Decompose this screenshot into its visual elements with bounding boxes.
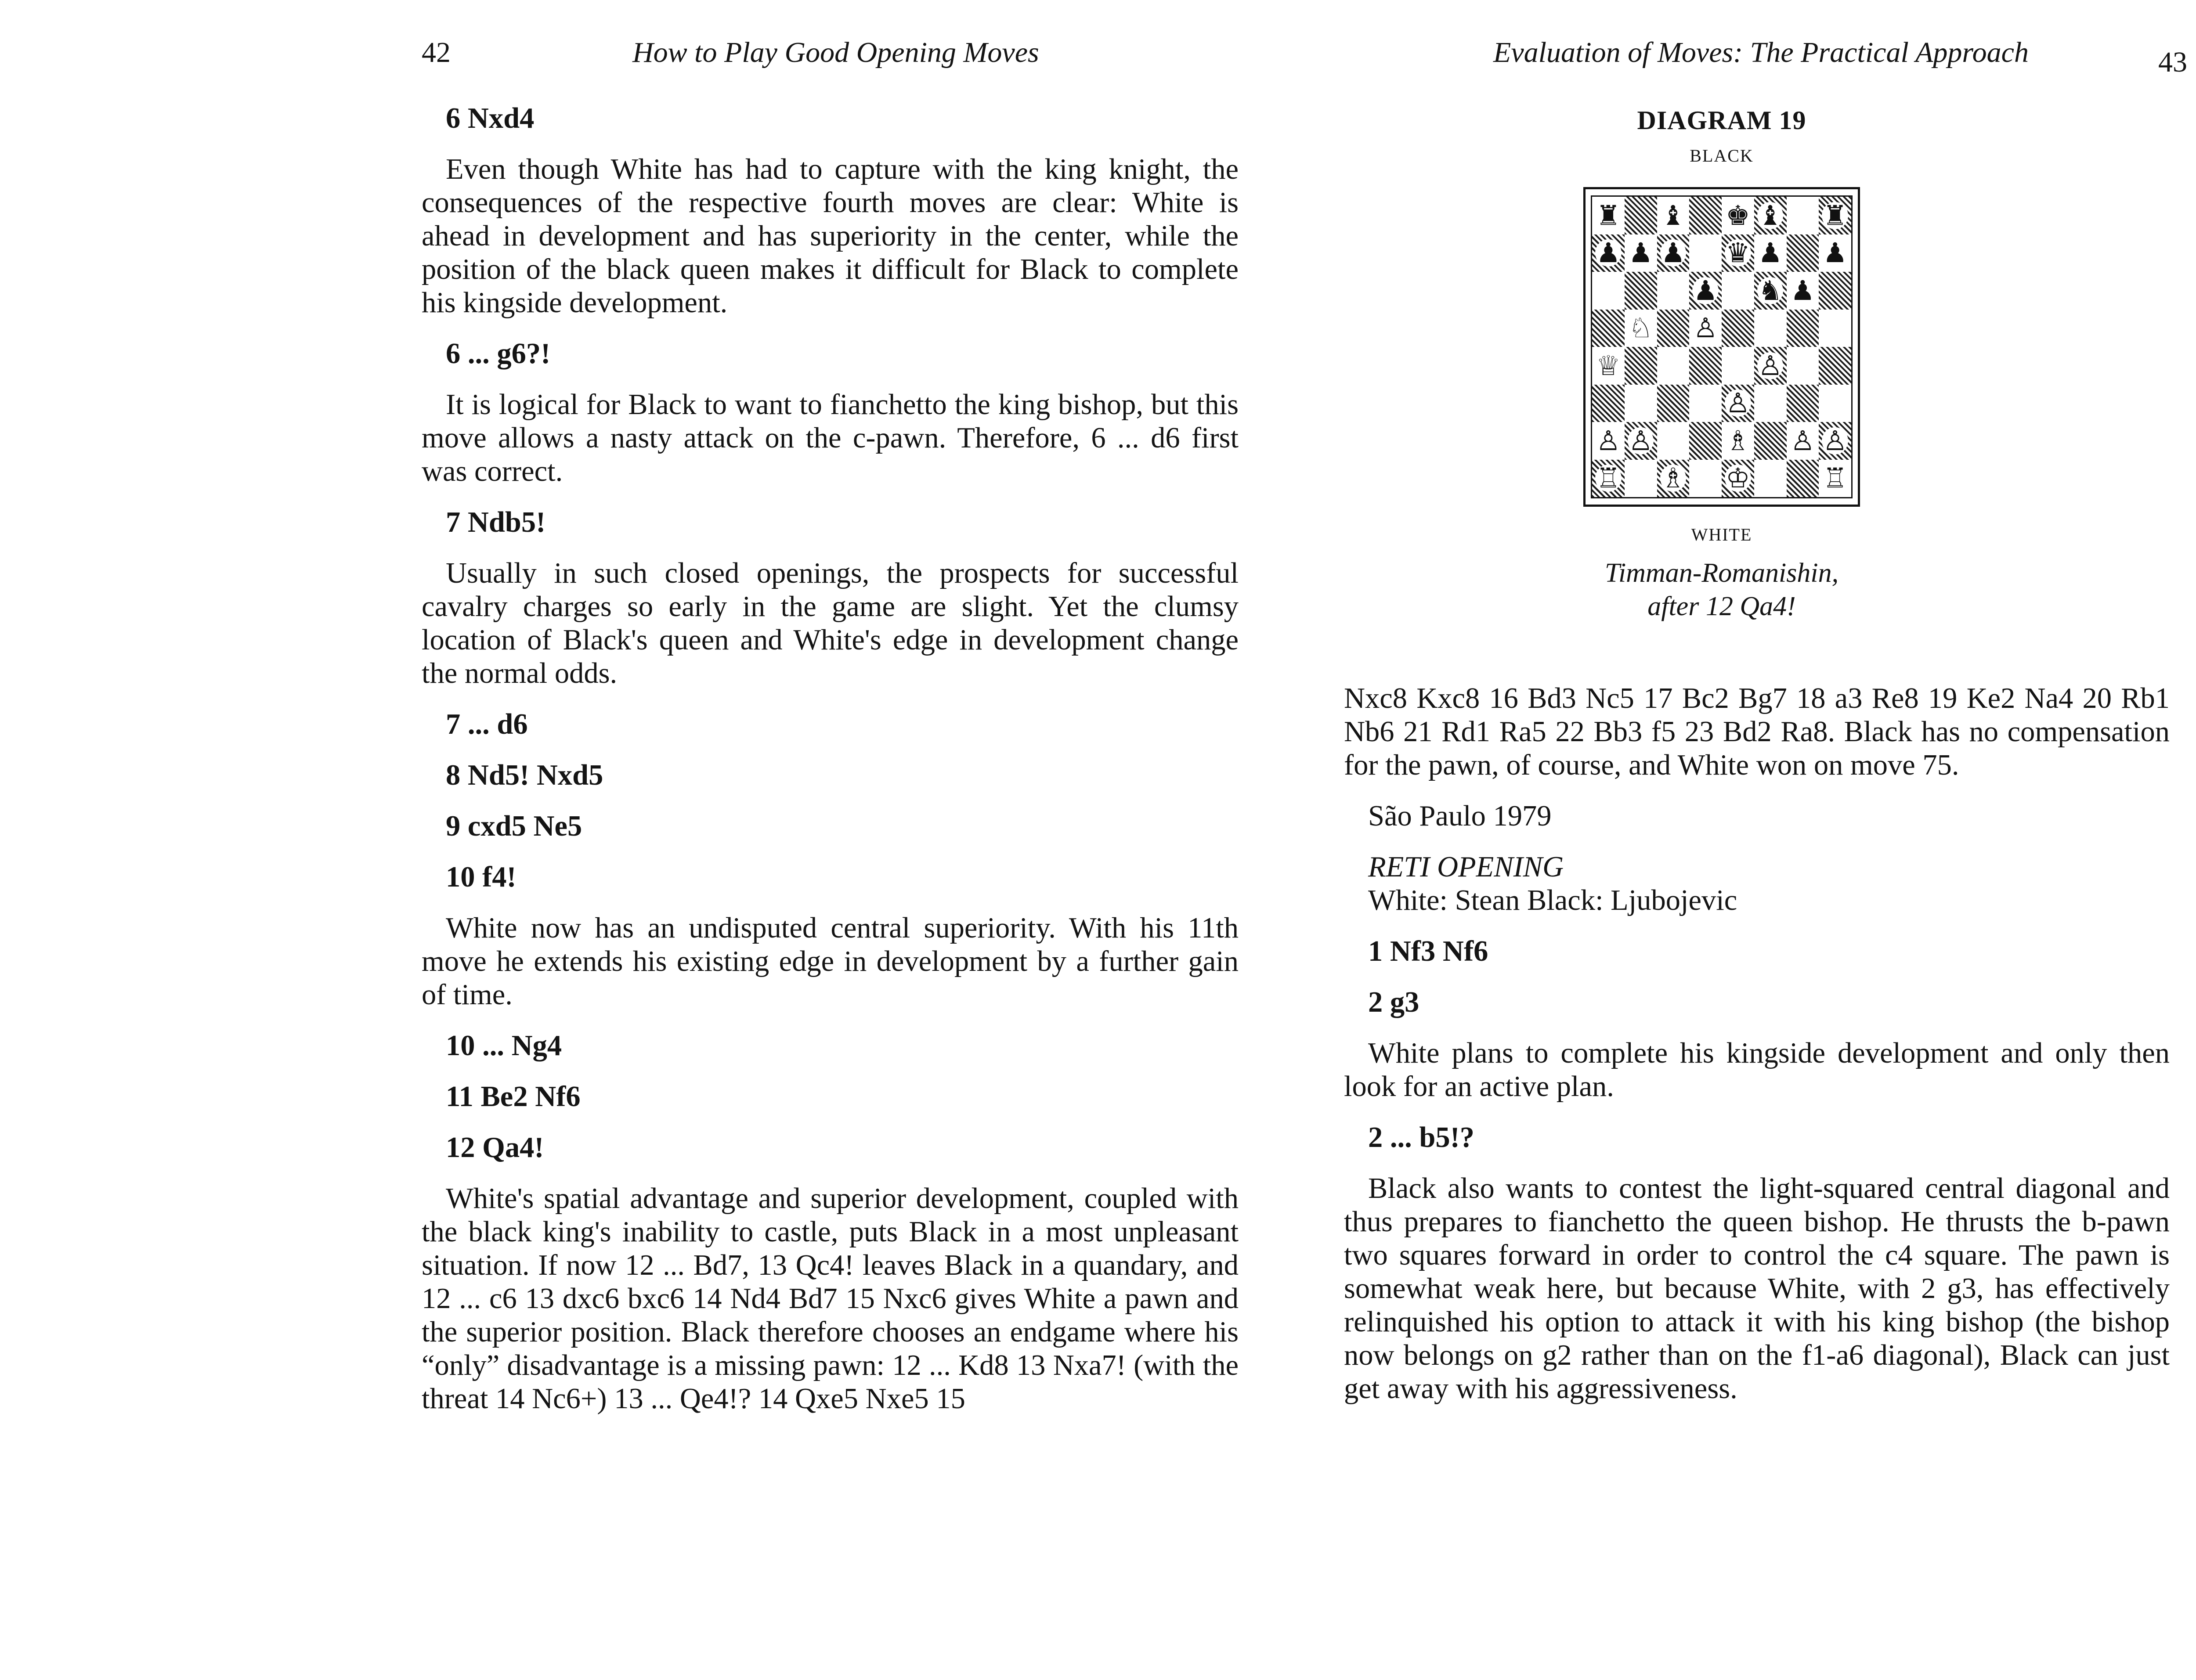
board-square (1819, 385, 1851, 422)
paragraph: Even though White has had to capture with the king knight, the consequences of the respective fourth moves are clear: White is ahead in development and has superiority in the center, while the position of the black queen makes it difficult for Black to complete his kingside development. (422, 153, 1239, 319)
board-square (1819, 310, 1851, 347)
board-square (1754, 385, 1787, 422)
board-square (1625, 234, 1657, 272)
board-square (1625, 422, 1657, 460)
right-running-head (1344, 36, 2187, 78)
move-notation: 7 ... d6 (446, 708, 528, 740)
board-square (1722, 460, 1754, 498)
caption-position: after 12 Qa4! (1647, 591, 1796, 621)
chess-piece-icon: ♙ (1758, 349, 1783, 382)
move-notation: 7 Ndb5! (446, 506, 546, 538)
board-square (1722, 310, 1754, 347)
board-square (1819, 422, 1851, 460)
chess-piece-icon: ♙ (1823, 424, 1847, 457)
board-square (1689, 460, 1722, 498)
move-notation: 10 f4! (446, 861, 516, 893)
board-square (1657, 422, 1690, 460)
board-square (1787, 197, 1819, 234)
board-square (1754, 422, 1787, 460)
chess-piece-icon: ♜ (1823, 199, 1847, 231)
board-square (1689, 347, 1722, 385)
board-square (1787, 460, 1819, 498)
board-square (1787, 422, 1819, 460)
diagram-black-label: BLACK (1690, 146, 1754, 166)
chess-piece-icon: ♖ (1823, 462, 1847, 494)
move-notation: 12 Qa4! (446, 1132, 544, 1164)
game-venue: São Paulo 1979 (1368, 800, 1552, 832)
chessboard (1591, 195, 1853, 498)
board-square (1689, 197, 1722, 234)
chess-piece-icon: ♟ (1823, 237, 1847, 269)
board-square (1722, 422, 1754, 460)
board-square (1657, 310, 1690, 347)
move-notation: 10 ... Ng4 (446, 1030, 562, 1062)
game-players: White: Stean Black: Ljubojevic (1368, 884, 1737, 916)
board-square (1689, 310, 1722, 347)
chess-piece-icon: ♙ (1596, 424, 1621, 457)
chess-piece-icon: ♛ (1726, 237, 1750, 269)
board-square (1722, 197, 1754, 234)
chess-piece-icon: ♔ (1726, 462, 1750, 494)
board-square (1754, 460, 1787, 498)
opening-name: RETI OPENING (1368, 851, 1564, 883)
board-square (1787, 385, 1819, 422)
board-square (1787, 347, 1819, 385)
board-square (1787, 310, 1819, 347)
board-square (1689, 385, 1722, 422)
board-square (1592, 385, 1625, 422)
board-square (1722, 347, 1754, 385)
caption-players: Timman-Romanishin, (1604, 558, 1839, 588)
spacer (1344, 833, 2170, 851)
chessboard-frame (1583, 187, 1860, 507)
chess-piece-icon: ♟ (1758, 237, 1783, 269)
left-running-head (422, 36, 1239, 76)
board-square (1754, 272, 1787, 310)
move-notation: 1 Nf3 Nf6 (1368, 935, 1488, 967)
board-square (1625, 310, 1657, 347)
board-square (1625, 197, 1657, 234)
board-square (1592, 347, 1625, 385)
chess-piece-icon: ♖ (1596, 462, 1621, 494)
board-square (1819, 272, 1851, 310)
move-notation: 9 cxd5 Ne5 (446, 810, 582, 842)
move-notation: 6 ... g6?! (446, 338, 551, 370)
right-body-text (1344, 682, 2170, 1423)
board-square (1592, 422, 1625, 460)
paragraph: White now has an undisputed central superiority. With his 11th move he extends his existing edge in development by a further gain of time. (422, 912, 1239, 1011)
page-number-left: 42 (422, 36, 451, 68)
board-square (1722, 385, 1754, 422)
board-square (1657, 272, 1690, 310)
board-square (1689, 272, 1722, 310)
board-square (1787, 272, 1819, 310)
chess-piece-icon: ♚ (1726, 199, 1750, 231)
board-square (1819, 197, 1851, 234)
board-square (1625, 272, 1657, 310)
chess-piece-icon: ♙ (1628, 424, 1653, 457)
board-square (1689, 422, 1722, 460)
board-square (1592, 310, 1625, 347)
chess-piece-icon: ♝ (1758, 199, 1783, 231)
paragraph: Black also wants to contest the light-squared central diagonal and thus prepares to fianchetto the queen bishop. He thrusts the b-pawn two squares forward in order to control the c4 square. The pawn is somewhat weak here, but because White, with 2 g3, has effectively relinquished his option to attack it with his king bishop (the bishop now belongs on g2 rather than on the f1-a6 diagonal), Black can just get away with his aggressiveness. (1344, 1172, 2170, 1405)
board-square (1754, 347, 1787, 385)
board-square (1625, 460, 1657, 498)
chess-piece-icon: ♗ (1661, 462, 1686, 494)
chess-piece-icon: ♙ (1790, 424, 1815, 457)
board-square (1754, 310, 1787, 347)
paragraph: White plans to complete his kingside development and only then look for an active plan. (1344, 1037, 2170, 1103)
right-running-title: Evaluation of Moves: The Practical Approach (1493, 36, 2029, 68)
chess-piece-icon: ♟ (1693, 274, 1718, 306)
board-square (1625, 385, 1657, 422)
paragraph-continued: Nxc8 Kxc8 16 Bd3 Nc5 17 Bc2 Bg7 18 a3 Re8 19 Ke2 Na4 20 Rb1 Nb6 21 Rd1 Ra5 22 Bb3 f5 23 Bd2 Ra8. Black has no compensation for the pawn, of course, and White won on move 75. (1344, 682, 2170, 781)
chess-piece-icon: ♟ (1628, 237, 1653, 269)
chess-piece-icon: ♟ (1596, 237, 1621, 269)
chess-piece-icon: ♝ (1661, 199, 1686, 231)
chess-piece-icon: ♞ (1758, 274, 1783, 306)
page-number-right: 43 (2158, 46, 2187, 78)
chess-piece-icon: ♙ (1726, 387, 1750, 419)
chess-piece-icon: ♟ (1790, 274, 1815, 306)
board-square (1657, 385, 1690, 422)
move-notation: 6 Nxd4 (446, 102, 535, 134)
paragraph: Usually in such closed openings, the prospects for successful cavalry charges so early in the game are slight. Yet the clumsy location of Black's queen and White's edge in development change the normal odds. (422, 557, 1239, 689)
board-square (1592, 234, 1625, 272)
board-square (1689, 234, 1722, 272)
left-page (422, 0, 1239, 1680)
move-notation: 8 Nd5! Nxd5 (446, 759, 603, 791)
chess-piece-icon: ♗ (1726, 424, 1750, 457)
board-square (1592, 272, 1625, 310)
board-square (1722, 234, 1754, 272)
board-square (1819, 460, 1851, 498)
move-notation: 2 g3 (1368, 986, 1419, 1018)
paragraph: It is logical for Black to want to fianchetto the king bishop, but this move allows a nasty attack on the c-pawn. Therefore, 6 ... d6 first was correct. (422, 389, 1239, 487)
paragraph: White's spatial advantage and superior development, coupled with the black king's inability to castle, puts Black in a most unpleasant situation. If now 12 ... Bd7, 13 Qc4! leaves Black in a quandary, and 12 ... c6 13 dxc6 bxc6 14 Nd4 Bd7 15 Nxc6 gives White a pawn and the superior position. Black therefore chooses an endgame where his “only” disadvantage is a missing pawn: 12 ... Kd8 13 Nxa7! (with the threat 14 Nc6+) 13 ... Qe4!? 14 Qxe5 Nxe5 15 (422, 1182, 1239, 1415)
board-square (1819, 347, 1851, 385)
move-notation: 11 Be2 Nf6 (446, 1081, 581, 1113)
chess-piece-icon: ♙ (1693, 312, 1718, 344)
board-square (1754, 197, 1787, 234)
chess-piece-icon: ♕ (1596, 349, 1621, 382)
board-square (1657, 234, 1690, 272)
board-square (1722, 272, 1754, 310)
board-square (1625, 347, 1657, 385)
left-running-title: How to Play Good Opening Moves (632, 36, 1039, 68)
board-square (1592, 460, 1625, 498)
diagram-caption (1502, 556, 1941, 623)
board-square (1819, 234, 1851, 272)
board-square (1657, 347, 1690, 385)
diagram-title: DIAGRAM 19 (1637, 106, 1806, 135)
board-square (1657, 197, 1690, 234)
chess-piece-icon: ♟ (1661, 237, 1686, 269)
board-square (1787, 234, 1819, 272)
chess-piece-icon: ♜ (1596, 199, 1621, 231)
move-notation: 2 ... b5!? (1368, 1121, 1475, 1154)
board-square (1754, 234, 1787, 272)
diagram-white-label: WHITE (1691, 525, 1752, 544)
board-square (1657, 460, 1690, 498)
chess-diagram (1502, 105, 1941, 623)
board-square (1592, 197, 1625, 234)
left-body-text (422, 102, 1239, 1433)
chess-piece-icon: ♘ (1628, 312, 1653, 344)
right-page (1344, 0, 2187, 1680)
